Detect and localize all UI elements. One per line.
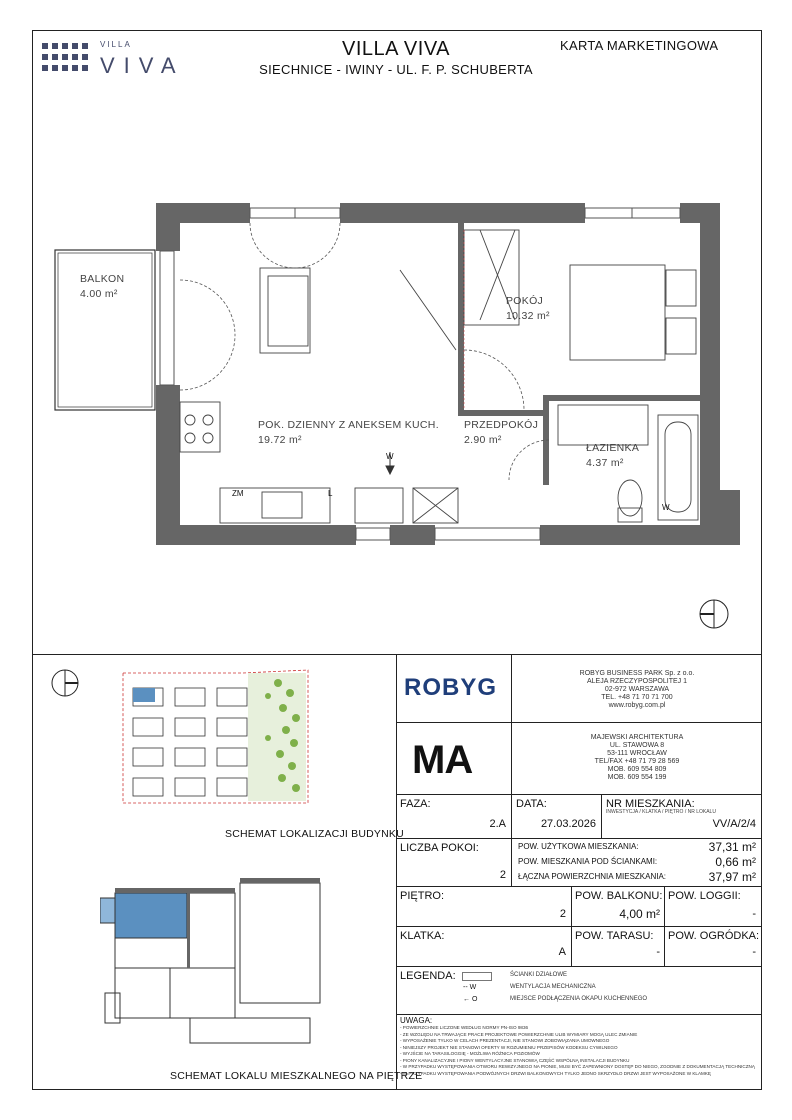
divider	[601, 794, 602, 838]
data-value: 27.03.2026	[540, 818, 596, 830]
ogrodek-value: -	[752, 946, 756, 958]
divider	[396, 886, 762, 887]
room-lazienka	[586, 441, 639, 471]
divider	[571, 886, 572, 966]
divider	[396, 722, 762, 723]
logo-small-text: VILLA	[100, 40, 132, 49]
ogrodek-label: POW. OGRÓDKA:	[668, 930, 760, 942]
ps-label: POW. MIESZKANIA POD ŚCIANKAMI:	[518, 857, 658, 866]
north-arrow-icon	[698, 598, 730, 630]
klatka-value: A	[558, 946, 566, 958]
zm-marker: ZM	[232, 489, 244, 498]
nr-label: NR MIESZKANIA:	[606, 798, 695, 810]
legend-text: ŚCIANKI DZIAŁOWE	[510, 972, 568, 978]
data-label: DATA:	[516, 798, 547, 810]
note-line: - WYPOSAŻENIE TYLKO W CELACH PREZENTACJI, NIE STANOWI ZOBOWIĄZANIA UMOWNEGO	[400, 1038, 610, 1043]
divider	[511, 838, 512, 886]
l-marker: L	[328, 489, 333, 498]
note-line: - NINIEJSZY PROJEKT NIE STANOWI OFERTY W ROZUMIENIU PRZEPISÓW KODEKSU CYWILNEGO	[400, 1044, 618, 1050]
nr-sublabel: INWESTYCJA / KLATKA / PIĘTRO / NR LOKALU	[606, 809, 716, 815]
pl-value: 37,97 m²	[708, 870, 756, 884]
architect-info	[512, 734, 762, 782]
room-area: 4.37 m²	[586, 457, 624, 469]
room-name: PRZEDPOKÓJ	[464, 419, 539, 431]
developer-city: 02-972 WARSZAWA	[604, 686, 670, 693]
divider	[396, 966, 762, 967]
architect-telfax: TEL/FAX +48 71 79 28 569	[594, 758, 680, 765]
note-line: - W PRZYPADKU WYSTĘPOWANIA OTWORU REWIZYJNEGO NA PIONIE, MUSI BYĆ ZAPEWNIONY DOSTĘP DO NIEGO, ZGODNIE Z DOKUMENTACJĄ TECHNICZNĄ	[400, 1064, 755, 1069]
room-pokoj-dzienny	[258, 418, 439, 448]
ma-logo: MA	[412, 738, 473, 782]
divider	[396, 794, 762, 795]
room-name: POK. DZIENNY Z ANEKSEM KUCH.	[258, 419, 439, 431]
balkon-value: 4,00 m²	[619, 907, 660, 921]
room-area: 19.72 m²	[258, 434, 302, 446]
floor-schema	[100, 878, 330, 1048]
vent-marker: W	[386, 452, 394, 461]
room-balkon	[80, 272, 124, 302]
faza-value: 2.A	[489, 818, 506, 830]
divider	[396, 926, 762, 927]
page-title: VILLA VIVA	[341, 38, 451, 60]
logo-big-text: VIVA	[100, 53, 185, 78]
divider	[396, 654, 397, 1090]
pu-value: 37,31 m²	[708, 840, 756, 854]
pl-label: ŁĄCZNA POWIERZCHNIA MIESZKANIA:	[518, 872, 667, 881]
room-name: POKÓJ	[506, 295, 544, 307]
pokoje-label: LICZBA POKOI:	[400, 842, 479, 854]
ps-value: 0,66 m²	[715, 855, 756, 869]
nr-value: VV/A/2/4	[712, 818, 756, 830]
note-line: - W PRZYPADKU WYSTĘPOWANIA PODWÓJNYCH DRZWI BALKONOWYCH TYLKO JEDNO SKRZYDŁO DRZWI JEST WYPOSAŻONE W KLAMKĘ	[400, 1070, 711, 1076]
architect-city: 53-111 WROCŁAW	[607, 750, 667, 757]
room-area: 10.32 m²	[506, 310, 550, 322]
vent-marker-bath: W	[662, 503, 670, 512]
architect-name: MAJEWSKI ARCHITEKTURA	[590, 734, 684, 741]
developer-www: www.robyg.com.pl	[608, 702, 666, 709]
pietro-label: PIĘTRO:	[400, 890, 445, 902]
pu-label: POW. UŻYTKOWA MIESZKANIA:	[518, 842, 639, 851]
note-line: - POWIERZCHNIE LICZONE WEDŁUG NORMY PN-ISO 9836	[400, 1025, 529, 1030]
taras-label: POW. TARASU:	[575, 930, 654, 942]
developer-tel: TEL. +48 71 70 71 700	[601, 694, 673, 701]
legend-label: LEGENDA:	[400, 970, 456, 982]
site-plan-caption: SCHEMAT LOKALIZACJI BUDYNKU	[225, 828, 404, 840]
page-subtitle: SIECHNICE - IWINY - UL. F. P. SCHUBERTA	[259, 62, 533, 77]
architect-street: UL. STAWOWA 8	[609, 742, 665, 749]
loggia-value: -	[752, 908, 756, 920]
notes-label: UWAGA:	[400, 1016, 433, 1025]
note-line: - ZE WZGLĘDU NA TRWAJĄCE PRACE PROJEKTOWE POWIERZCHNIE ULIB WYMIARY MOGĄ ULEC ZMIANIE	[400, 1031, 638, 1037]
balkon-label: POW. BALKONU:	[575, 890, 663, 902]
room-area: 4.00 m²	[80, 288, 118, 300]
room-name: BALKON	[80, 273, 125, 285]
pokoje-value: 2	[499, 869, 506, 881]
room-pokoj	[506, 294, 550, 324]
north-arrow-icon	[50, 668, 80, 698]
room-name: ŁAZIENKA	[586, 442, 640, 454]
legend-symbol: -- W	[463, 984, 477, 991]
loggia-label: POW. LOGGII:	[668, 890, 741, 902]
divider	[511, 794, 512, 838]
architect-mob2: MOB. 609 554 199	[607, 774, 667, 781]
robyg-logo: ROBYG	[404, 674, 498, 701]
divider	[396, 1014, 762, 1015]
note-line: - WYJŚCIE NA TARASILOGGIĘ - MOŻLIWA RÓŻNICA POZIOMÓW	[400, 1051, 540, 1056]
divider	[396, 838, 762, 839]
site-plan	[118, 668, 313, 808]
divider	[32, 654, 762, 655]
floor-plan	[40, 190, 760, 550]
developer-info	[512, 670, 762, 710]
legend-text: MIEJSCE PODŁĄCZENIA OKAPU KUCHENNEGO	[510, 996, 648, 1002]
note-line: - PIONY KANALIZACYJNE I PIONY WENTYLACYJNE STANOWIĄ CZĘŚĆ WSPÓLNĄ INSTALACJI BUDYNKU	[400, 1057, 630, 1063]
pietro-value: 2	[559, 908, 566, 920]
klatka-label: KLATKA:	[400, 930, 445, 942]
room-przedpokoj	[464, 418, 538, 448]
partition-wall-swatch-icon	[462, 972, 492, 981]
divider	[664, 886, 665, 966]
taras-value: -	[656, 946, 660, 958]
developer-street: ALEJA RZECZYPOSPOLITEJ 1	[587, 678, 687, 685]
architect-mob1: MOB. 609 554 809	[607, 766, 667, 773]
card-type: KARTA MARKETINGOWA	[560, 38, 719, 53]
floor-schema-caption: SCHEMAT LOKALU MIESZKALNEGO NA PIĘTRZE	[170, 1070, 423, 1082]
notes-list	[400, 1025, 758, 1077]
legend-text: WENTYLACJA MECHANICZNA	[510, 984, 596, 990]
faza-label: FAZA:	[400, 798, 431, 810]
developer-name: ROBYG BUSINESS PARK Sp. z o.o.	[579, 670, 695, 677]
room-area: 2.90 m²	[464, 434, 502, 446]
legend-symbol: ← O	[463, 996, 478, 1003]
